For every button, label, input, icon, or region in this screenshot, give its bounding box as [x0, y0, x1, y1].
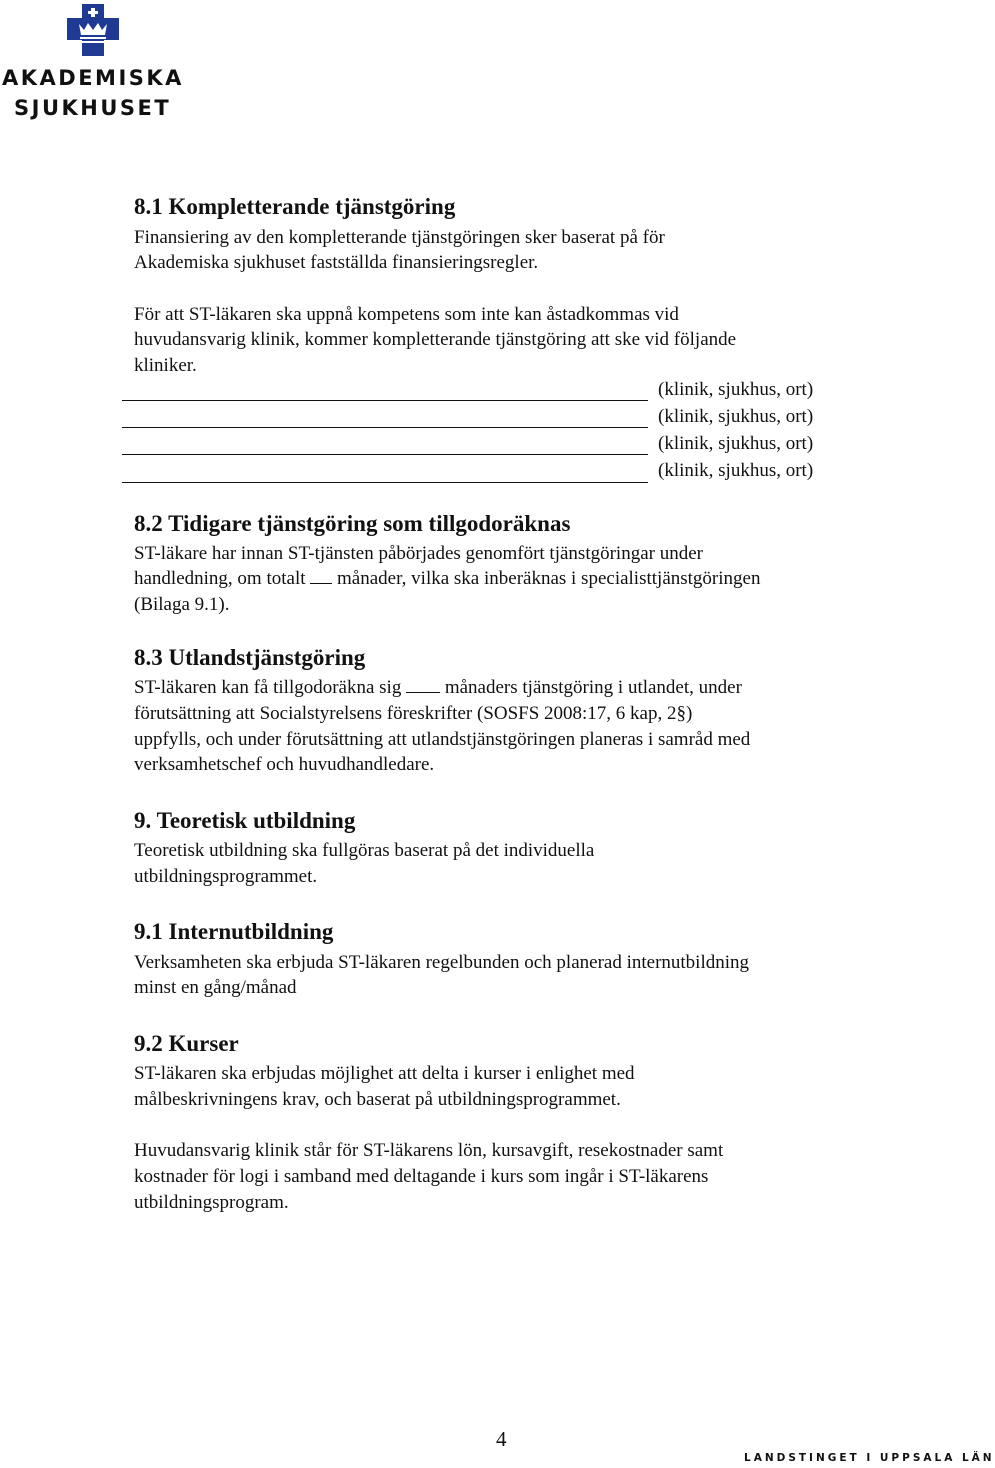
clinic-fill-label: (klinik, sjukhus, ort) [658, 433, 814, 454]
paragraph-line: Teoretisk utbildning ska fullgöras baserat på det individuella [134, 840, 595, 861]
footer-organization: LANDSTINGET I UPPSALA LÄN [744, 1452, 995, 1464]
months-blank[interactable] [310, 567, 332, 584]
paragraph-line: Huvudansvarig klinik står för ST-läkarens lön, kursavgift, resekostnader samt [134, 1140, 724, 1161]
clinic-fill-label: (klinik, sjukhus, ort) [658, 379, 814, 400]
section-heading-9: 9. Teoretisk utbildning [134, 808, 356, 833]
clinic-fill-line-3[interactable] [122, 454, 648, 455]
paragraph-line: För att ST-läkaren ska uppnå kompetens som inte kan åstadkommas vid [134, 304, 679, 325]
section-heading-8-3: 8.3 Utlandstjänstgöring [134, 645, 366, 670]
paragraph-line: kostnader för logi i samband med deltagande i kurs som ingår i ST-läkarens [134, 1166, 709, 1187]
section-heading-9-2: 9.2 Kurser [134, 1031, 239, 1056]
clinic-fill-label: (klinik, sjukhus, ort) [658, 460, 814, 481]
section-heading-9-1: 9.1 Internutbildning [134, 919, 334, 944]
paragraph-line: ST-läkaren ska erbjudas möjlighet att delta i kurser i enlighet med [134, 1063, 635, 1084]
logo-text-akademiska: AKADEMISKA [2, 66, 184, 90]
paragraph-line [134, 675, 742, 701]
hospital-logo [0, 0, 200, 130]
logo-text-sjukhuset: SJUKHUSET [14, 96, 172, 120]
section-heading-8-2: 8.2 Tidigare tjänstgöring som tillgodoräknas [134, 511, 571, 536]
clinic-fill-label: (klinik, sjukhus, ort) [658, 406, 814, 427]
clinic-fill-line-1[interactable] [122, 400, 648, 401]
paragraph-line: uppfylls, och under förutsättning att utlandstjänstgöringen planeras i samråd med [134, 729, 751, 750]
text-fragment: ST-läkaren kan få tillgodoräkna sig [134, 677, 407, 698]
paragraph-line: målbeskrivningens krav, och baserat på utbildningsprogrammet. [134, 1089, 621, 1110]
months-abroad-blank[interactable] [406, 676, 440, 693]
paragraph-line: ST-läkare har innan ST-tjänsten påbörjades genomfört tjänstgöringar under [134, 543, 703, 564]
text-fragment: månader, vilka ska inberäknas i specialisttjänstgöringen [332, 568, 761, 589]
text-fragment: månaders tjänstgöring i utlandet, under [440, 677, 742, 698]
paragraph-line: (Bilaga 9.1). [134, 594, 230, 615]
text-fragment: handledning, om totalt [134, 568, 311, 589]
paragraph-line: förutsättning att Socialstyrelsens föreskrifter (SOSFS 2008:17, 6 kap, 2§) [134, 703, 693, 724]
paragraph-line: utbildningsprogrammet. [134, 866, 318, 887]
cross-crown-icon [0, 0, 200, 60]
paragraph-line: kliniker. [134, 355, 197, 376]
paragraph-line: verksamhetschef och huvudhandledare. [134, 754, 435, 775]
paragraph-line: utbildningsprogram. [134, 1192, 289, 1213]
paragraph-line: huvudansvarig klinik, kommer kompletterande tjänstgöring att ske vid följande [134, 329, 737, 350]
clinic-fill-line-2[interactable] [122, 427, 648, 428]
page-number: 4 [496, 1427, 507, 1451]
paragraph-line [134, 566, 760, 592]
paragraph-line: Verksamheten ska erbjuda ST-läkaren regelbunden och planerad internutbildning [134, 952, 750, 973]
paragraph-line: Akademiska sjukhuset fastställda finansieringsregler. [134, 252, 539, 273]
paragraph-line: Finansiering av den kompletterande tjänstgöringen sker baserat på för [134, 227, 665, 248]
clinic-fill-line-4[interactable] [122, 482, 648, 483]
paragraph-line: minst en gång/månad [134, 977, 297, 998]
section-heading-8-1: 8.1 Kompletterande tjänstgöring [134, 194, 456, 219]
